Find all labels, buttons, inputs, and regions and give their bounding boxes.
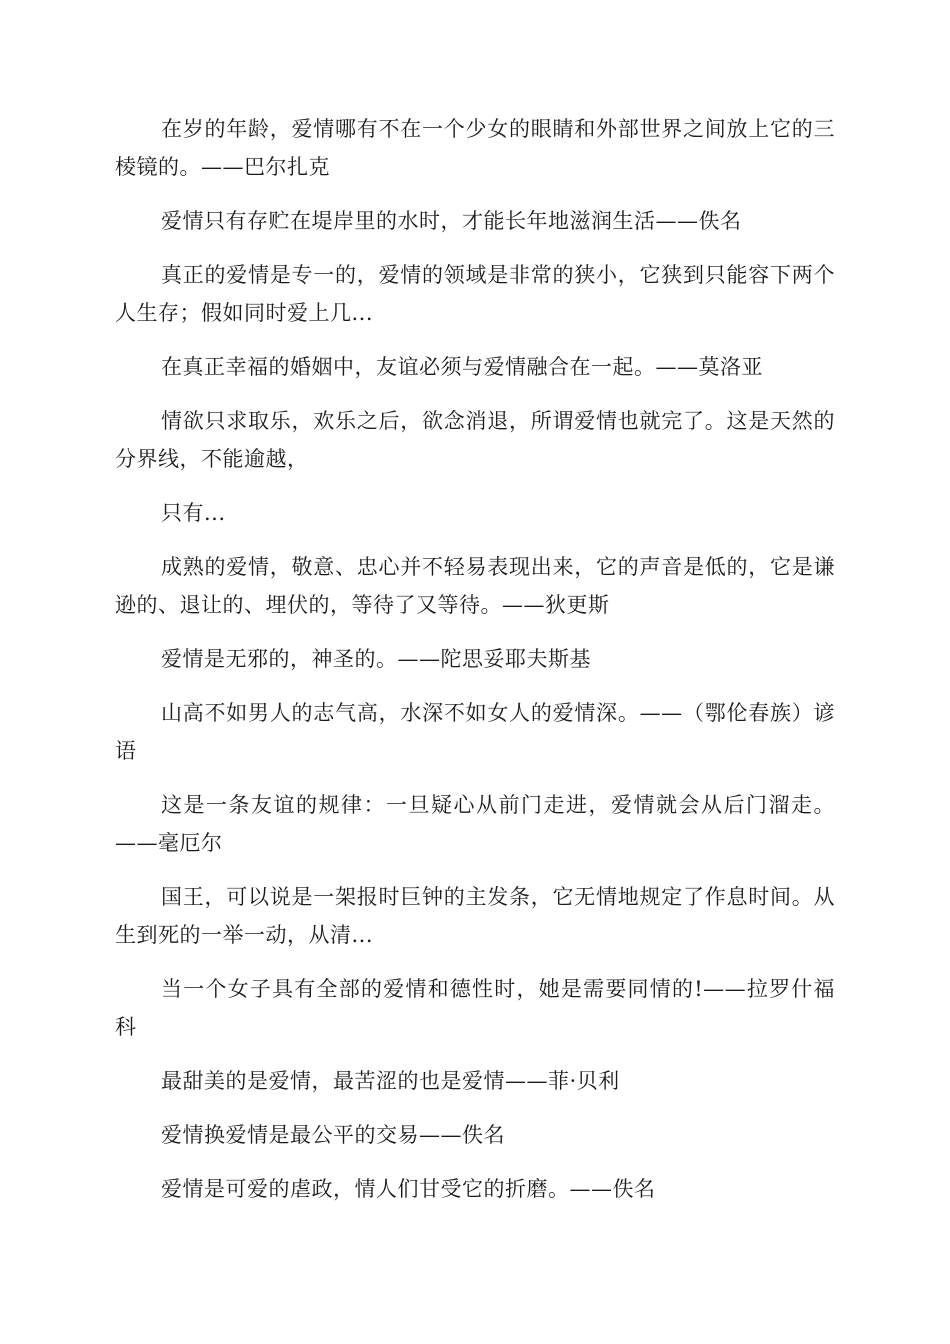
quote-paragraph: 在岁的年龄，爱情哪有不在一个少女的眼睛和外部世界之间放上它的三棱镜的。——巴尔扎克	[115, 117, 835, 179]
quote-paragraph: 在真正幸福的婚姻中，友谊必须与爱情融合在一起。——莫洛亚	[161, 355, 763, 379]
quote-paragraph: 当一个女子具有全部的爱情和德性时，她是需要同情的!——拉罗什福科	[115, 977, 835, 1039]
quote-paragraph: 最甜美的是爱情，最苦涩的也是爱情——菲·贝利	[161, 1069, 620, 1093]
quote-paragraph: 爱情是可爱的虐政，情人们甘受它的折磨。——佚名	[161, 1177, 656, 1201]
quote-paragraph: 国王，可以说是一架报时巨钟的主发条，它无情地规定了作息时间。从生到死的一举一动，从清...	[115, 885, 835, 947]
quote-paragraph: 爱情换爱情是最公平的交易——佚名	[161, 1123, 505, 1147]
quote-paragraph: 这是一条友谊的规律：一旦疑心从前门走进，爱情就会从后门溜走。——毫厄尔	[115, 793, 835, 855]
quote-paragraph: 只有...	[161, 501, 226, 525]
quote-paragraph: 山高不如男人的志气高，水深不如女人的爱情深。——（鄂伦春族）谚语	[115, 701, 835, 763]
quote-paragraph: 爱情只有存贮在堤岸里的水时，才能长年地滋润生活——佚名	[161, 209, 742, 233]
quote-paragraph: 情欲只求取乐，欢乐之后，欲念消退，所谓爱情也就完了。这是天然的分界线，不能逾越，	[115, 409, 835, 471]
quote-paragraph: 成熟的爱情，敬意、忠心并不轻易表现出来，它的声音是低的，它是谦逊的、退让的、埋伏的，等待了又等待。——狄更斯	[115, 555, 835, 617]
quote-paragraph: 爱情是无邪的，神圣的。——陀思妥耶夫斯基	[161, 647, 591, 671]
quote-paragraph: 真正的爱情是专一的，爱情的领域是非常的狭小，它狭到只能容下两个人生存；假如同时爱上几...	[115, 263, 835, 325]
document-page	[115, 110, 835, 1224]
